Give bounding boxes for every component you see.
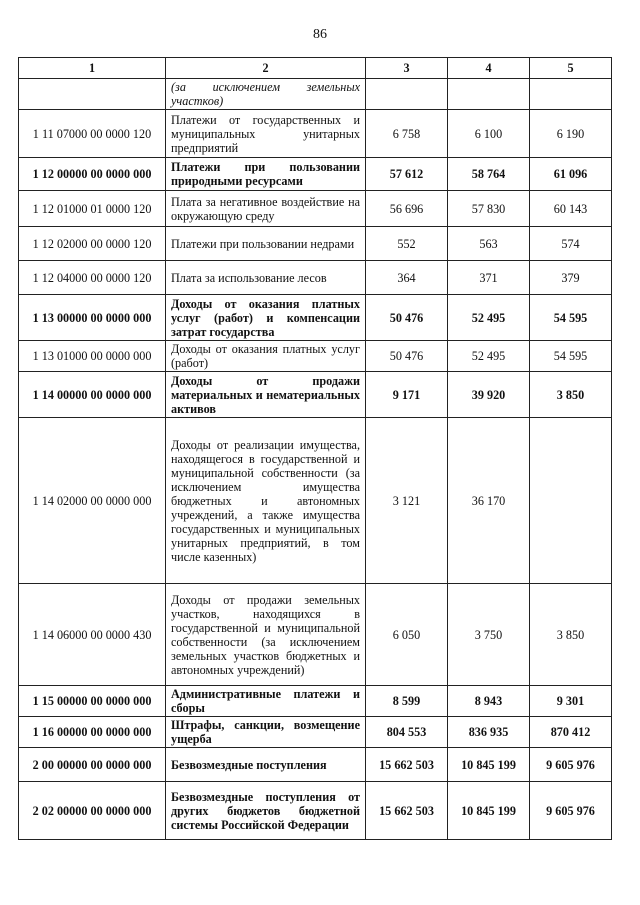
column-header-3: 3 [366, 58, 448, 79]
value-col4-cell [448, 79, 530, 110]
value-col3-cell: 552 [366, 227, 448, 261]
name-cell: (за исключением земельных участков) [166, 79, 366, 110]
value-col5-cell: 9 605 976 [530, 748, 612, 782]
name-cell: Безвозмездные поступления от других бюджетов бюджетной системы Российской Федерации [166, 782, 366, 840]
code-cell: 1 12 00000 00 0000 000 [19, 158, 166, 191]
value-col4-cell: 563 [448, 227, 530, 261]
table-row [19, 748, 612, 782]
table-row [19, 584, 612, 686]
value-col4-cell: 8 943 [448, 686, 530, 717]
column-header-4: 4 [448, 58, 530, 79]
table-row [19, 110, 612, 158]
value-col4-cell: 836 935 [448, 717, 530, 748]
value-col5-cell [530, 418, 612, 584]
code-cell [19, 79, 166, 110]
page-number: 86 [313, 27, 327, 42]
code-cell: 1 14 00000 00 0000 000 [19, 372, 166, 418]
value-col5-cell: 9 301 [530, 686, 612, 717]
code-cell: 1 12 02000 00 0000 120 [19, 227, 166, 261]
table-row [19, 686, 612, 717]
table-row [19, 782, 612, 840]
code-cell: 2 00 00000 00 0000 000 [19, 748, 166, 782]
value-col5-cell: 54 595 [530, 341, 612, 372]
value-col3-cell [366, 79, 448, 110]
code-cell: 1 13 00000 00 0000 000 [19, 295, 166, 341]
value-col5-cell: 6 190 [530, 110, 612, 158]
value-col5-cell: 61 096 [530, 158, 612, 191]
value-col4-cell: 36 170 [448, 418, 530, 584]
code-cell: 2 02 00000 00 0000 000 [19, 782, 166, 840]
value-col3-cell: 57 612 [366, 158, 448, 191]
value-col5-cell: 60 143 [530, 191, 612, 227]
value-col3-cell: 6 758 [366, 110, 448, 158]
name-cell: Платежи при пользовании природными ресурсами [166, 158, 366, 191]
value-col3-cell: 9 171 [366, 372, 448, 418]
column-header-2: 2 [166, 58, 366, 79]
value-col4-cell: 57 830 [448, 191, 530, 227]
value-col4-cell: 10 845 199 [448, 782, 530, 840]
column-header-5: 5 [530, 58, 612, 79]
name-cell: Доходы от продажи материальных и нематериальных активов [166, 372, 366, 418]
value-col4-cell: 371 [448, 261, 530, 295]
name-cell: Платежи от государственных и муниципальных унитарных предприятий [166, 110, 366, 158]
value-col3-cell: 50 476 [366, 295, 448, 341]
code-cell: 1 15 00000 00 0000 000 [19, 686, 166, 717]
value-col4-cell: 52 495 [448, 295, 530, 341]
value-col4-cell: 39 920 [448, 372, 530, 418]
table-row [19, 418, 612, 584]
value-col5-cell: 3 850 [530, 372, 612, 418]
value-col4-cell: 58 764 [448, 158, 530, 191]
table-header-row [19, 58, 612, 79]
code-cell: 1 16 00000 00 0000 000 [19, 717, 166, 748]
value-col3-cell: 364 [366, 261, 448, 295]
table-row [19, 717, 612, 748]
value-col5-cell: 870 412 [530, 717, 612, 748]
name-cell: Плата за использование лесов [166, 261, 366, 295]
value-col3-cell: 15 662 503 [366, 748, 448, 782]
name-cell: Доходы от оказания платных услуг (работ) [166, 341, 366, 372]
name-cell: Доходы от оказания платных услуг (работ) и компенсации затрат государства [166, 295, 366, 341]
value-col5-cell [530, 79, 612, 110]
value-col3-cell: 15 662 503 [366, 782, 448, 840]
code-cell: 1 12 04000 00 0000 120 [19, 261, 166, 295]
name-cell: Плата за негативное воздействие на окружающую среду [166, 191, 366, 227]
code-cell: 1 14 06000 00 0000 430 [19, 584, 166, 686]
name-cell: Безвозмездные поступления [166, 748, 366, 782]
code-cell: 1 13 01000 00 0000 000 [19, 341, 166, 372]
name-cell: Административные платежи и сборы [166, 686, 366, 717]
name-cell: Штрафы, санкции, возмещение ущерба [166, 717, 366, 748]
table-row [19, 372, 612, 418]
table-row [19, 341, 612, 372]
value-col3-cell: 56 696 [366, 191, 448, 227]
budget-revenue-table [18, 57, 612, 840]
value-col3-cell: 50 476 [366, 341, 448, 372]
name-cell: Платежи при пользовании недрами [166, 227, 366, 261]
value-col3-cell: 6 050 [366, 584, 448, 686]
code-cell: 1 12 01000 01 0000 120 [19, 191, 166, 227]
value-col4-cell: 6 100 [448, 110, 530, 158]
value-col5-cell: 54 595 [530, 295, 612, 341]
value-col5-cell: 379 [530, 261, 612, 295]
table-row [19, 191, 612, 227]
table-row [19, 79, 612, 110]
table-row [19, 261, 612, 295]
code-cell: 1 11 07000 00 0000 120 [19, 110, 166, 158]
table-row [19, 158, 612, 191]
value-col3-cell: 804 553 [366, 717, 448, 748]
value-col4-cell: 3 750 [448, 584, 530, 686]
value-col5-cell: 574 [530, 227, 612, 261]
value-col3-cell: 3 121 [366, 418, 448, 584]
column-header-1: 1 [19, 58, 166, 79]
value-col4-cell: 10 845 199 [448, 748, 530, 782]
value-col4-cell: 52 495 [448, 341, 530, 372]
value-col5-cell: 3 850 [530, 584, 612, 686]
name-cell: Доходы от реализации имущества, находящегося в государственной и муниципальной собственности (за исключением имущества бюджетных и автономных учреждений, а также имущества государственных и муниципальных унитарных предприятий, в том числе казенных) [166, 418, 366, 584]
table-row [19, 295, 612, 341]
value-col3-cell: 8 599 [366, 686, 448, 717]
value-col5-cell: 9 605 976 [530, 782, 612, 840]
code-cell: 1 14 02000 00 0000 000 [19, 418, 166, 584]
table-row [19, 227, 612, 261]
name-cell: Доходы от продажи земельных участков, находящихся в государственной и муниципальной собственности (за исключением земельных участков бюджетных и автономных учреждений) [166, 584, 366, 686]
